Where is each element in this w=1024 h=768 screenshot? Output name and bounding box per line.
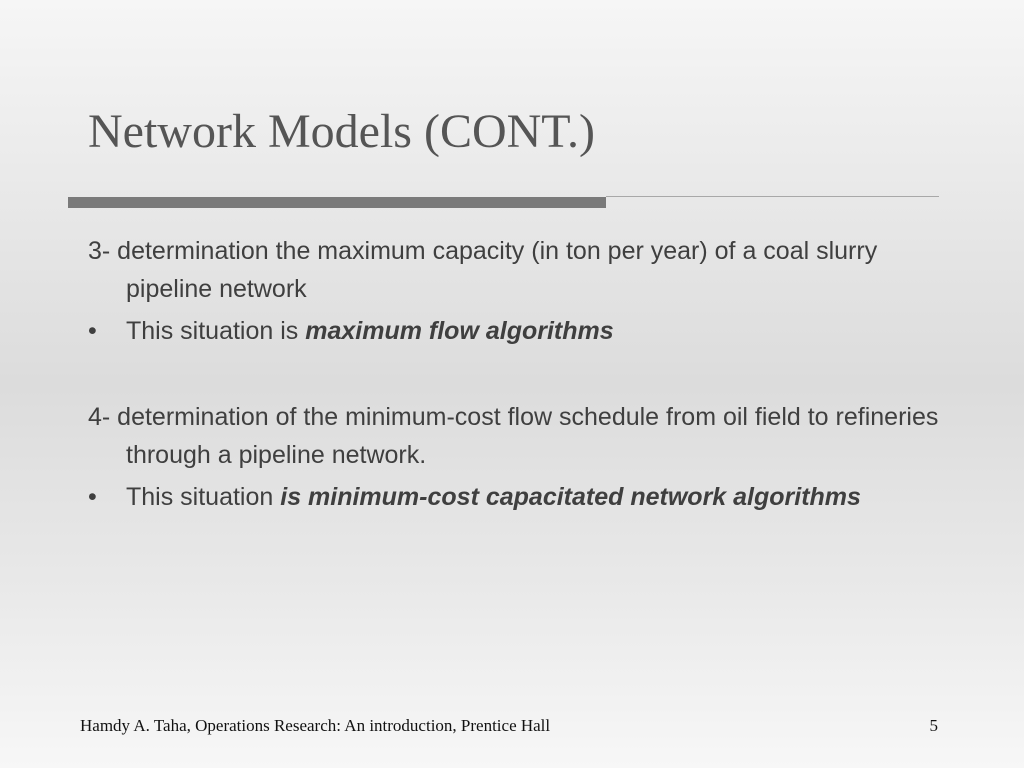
bullet-item-4 bbox=[88, 478, 948, 516]
bullet-emphasis: maximum flow algorithms bbox=[305, 317, 614, 345]
bullet-emphasis: is minimum-cost capacitated network algorithms bbox=[280, 483, 861, 511]
paragraph-item-3: 3- determination the maximum capacity (in ton per year) of a coal slurry pipeline network bbox=[88, 237, 878, 303]
bullet-icon: • bbox=[88, 317, 97, 345]
bullet-prefix: This situation is bbox=[126, 317, 306, 345]
bullet-icon: • bbox=[88, 483, 97, 511]
title-divider-thick bbox=[68, 197, 606, 208]
slide-footer bbox=[80, 716, 938, 736]
title-divider-thin bbox=[606, 196, 939, 197]
bullet-item-3 bbox=[88, 312, 948, 350]
footer-citation: Hamdy A. Taha, Operations Research: An introduction, Prentice Hall bbox=[80, 716, 551, 735]
bullet-prefix: This situation bbox=[126, 483, 281, 511]
page-number: 5 bbox=[929, 716, 938, 735]
paragraph-item-4: 4- determination of the minimum-cost flow schedule from oil field to refineries through a pipeline network. bbox=[88, 403, 939, 469]
slide-title: Network Models (CONT.) bbox=[88, 105, 596, 158]
bullet-text bbox=[126, 312, 614, 350]
slide-body bbox=[88, 232, 948, 516]
bullet-text bbox=[126, 478, 861, 516]
